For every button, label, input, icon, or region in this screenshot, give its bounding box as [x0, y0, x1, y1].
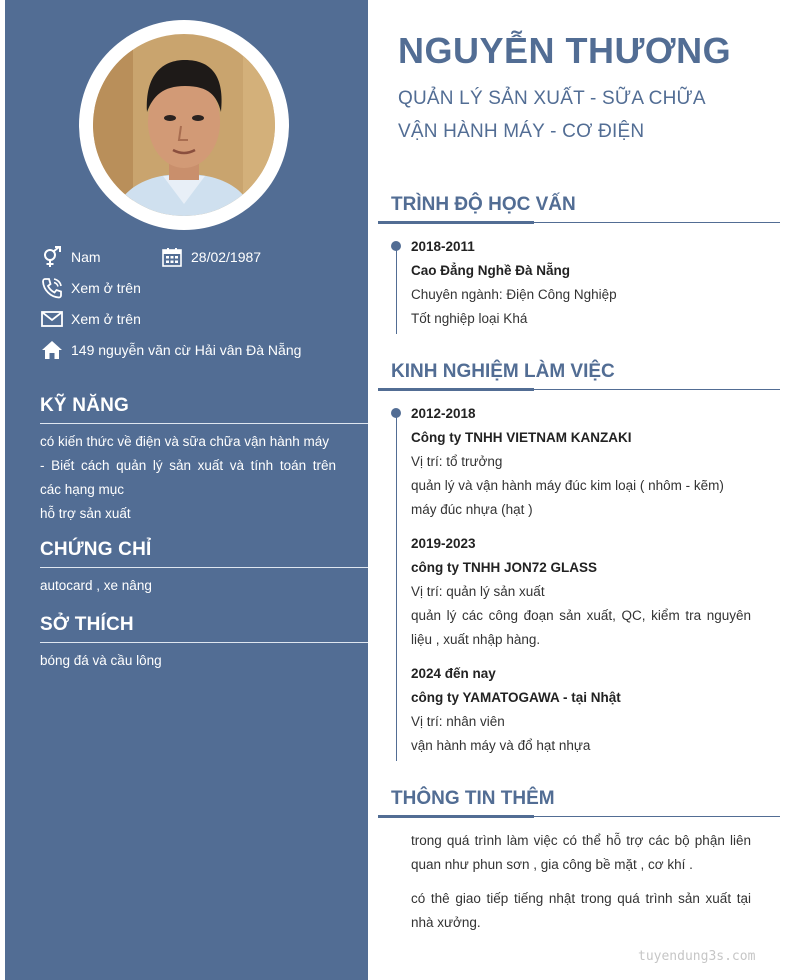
gender-value: Nam: [71, 249, 101, 265]
skills-divider: [40, 423, 368, 424]
timeline-dot: [391, 241, 401, 251]
address-value: 149 nguyễn văn cừ Hải vân Đà Nẵng: [71, 342, 302, 358]
additional-info-line: nhà xưởng.: [411, 915, 481, 930]
candidate-name: NGUYỄN THƯƠNG: [398, 30, 732, 71]
certificates-divider: [40, 567, 368, 568]
job-period: 2024 đến nay: [411, 666, 496, 681]
job-description: quản lý và vận hành máy đúc kim loại ( nhôm - kẽm): [411, 478, 724, 493]
skills-line: các hạng mục: [40, 482, 125, 497]
envelope-icon: [40, 308, 64, 330]
phone-value: Xem ở trên: [71, 280, 141, 296]
experience-timeline: [396, 413, 397, 761]
education-major: Chuyên ngành: Điện Công Nghiệp: [411, 287, 617, 302]
skills-line: hỗ trợ sản xuất: [40, 506, 131, 521]
education-entry: [411, 235, 751, 331]
job-entry: [411, 532, 751, 652]
education-divider-accent: [378, 221, 534, 224]
hobbies-heading: SỞ THÍCH: [40, 614, 134, 635]
education-school: Cao Đẳng Nghề Đà Nẵng: [411, 263, 571, 278]
calendar-icon: [160, 246, 184, 268]
job-description: quản lý các công đoạn sản xuất, QC, kiểm tra nguyên: [411, 608, 751, 623]
job-period: 2012-2018: [411, 406, 476, 421]
education-grade: Tốt nghiệp loại Khá: [411, 311, 528, 326]
job-position: Vị trí: tổ trưởng: [411, 454, 503, 469]
gender-row: [40, 246, 101, 268]
job-title-line-1: QUẢN LÝ SẢN XUẤT - SỮA CHỮA: [398, 88, 706, 109]
hobbies-text: bóng đá và cầu lông: [40, 653, 162, 668]
email-value: Xem ở trên: [71, 311, 141, 327]
phone-row: [40, 277, 141, 299]
birthdate-row: [160, 246, 261, 268]
additional-info-line: trong quá trình làm việc có thể hỗ trợ các bộ phận liên: [411, 833, 751, 848]
skills-line: - Biết cách quản lý sản xuất và tính toán trên: [40, 458, 336, 473]
additional-info-paragraph: [411, 887, 751, 935]
education-heading: TRÌNH ĐỘ HỌC VẤN: [391, 194, 576, 215]
job-title-line-2: VẬN HÀNH MÁY - CƠ ĐIỆN: [398, 121, 645, 142]
sidebar: [5, 0, 368, 980]
email-row: [40, 308, 141, 330]
skills-text: [40, 430, 336, 526]
additional-info-heading: THÔNG TIN THÊM: [391, 788, 555, 809]
timeline-dot: [391, 408, 401, 418]
experience-heading: KINH NGHIỆM LÀM VIỆC: [391, 361, 615, 382]
education-timeline: [396, 246, 397, 334]
watermark: tuyendung3s.com: [638, 949, 756, 964]
additional-info-line: quan như phun sơn , gia công bề mặt , cơ khí .: [411, 857, 693, 872]
additional-info-paragraph: [411, 829, 751, 877]
job-description: liệu , xuất nhập hàng.: [411, 632, 541, 647]
job-entry: [411, 402, 751, 522]
gender-icon: [40, 246, 64, 268]
additional-info-divider-accent: [378, 815, 534, 818]
job-entry: [411, 662, 751, 758]
job-description: máy đúc nhựa (hạt ): [411, 502, 533, 517]
experience-divider-accent: [378, 388, 534, 391]
certificates-text: autocard , xe nâng: [40, 578, 152, 593]
job-position: Vị trí: quản lý sản xuất: [411, 584, 545, 599]
profile-photo: [93, 34, 275, 216]
job-description: vận hành máy và đổ hạt nhựa: [411, 738, 591, 753]
hobbies-divider: [40, 642, 368, 643]
phone-icon: [40, 277, 64, 299]
birthdate-value: 28/02/1987: [191, 249, 262, 265]
job-position: Vị trí: nhân viên: [411, 714, 505, 729]
skills-heading: KỸ NĂNG: [40, 395, 130, 416]
education-period: 2018-2011: [411, 239, 475, 254]
job-company: Công ty TNHH VIETNAM KANZAKI: [411, 430, 632, 445]
certificates-heading: CHỨNG CHỈ: [40, 539, 152, 560]
job-company: công ty YAMATOGAWA - tại Nhật: [411, 690, 621, 705]
job-period: 2019-2023: [411, 536, 476, 551]
additional-info-line: có thê giao tiếp tiếng nhật trong quá trình sản xuất tại: [411, 891, 751, 906]
profile-photo-frame: [79, 20, 289, 230]
home-icon: [40, 339, 64, 361]
skills-line: có kiến thức về điện và sữa chữa vận hành máy: [40, 434, 330, 449]
job-company: công ty TNHH JON72 GLASS: [411, 560, 598, 575]
address-row: [40, 339, 301, 361]
